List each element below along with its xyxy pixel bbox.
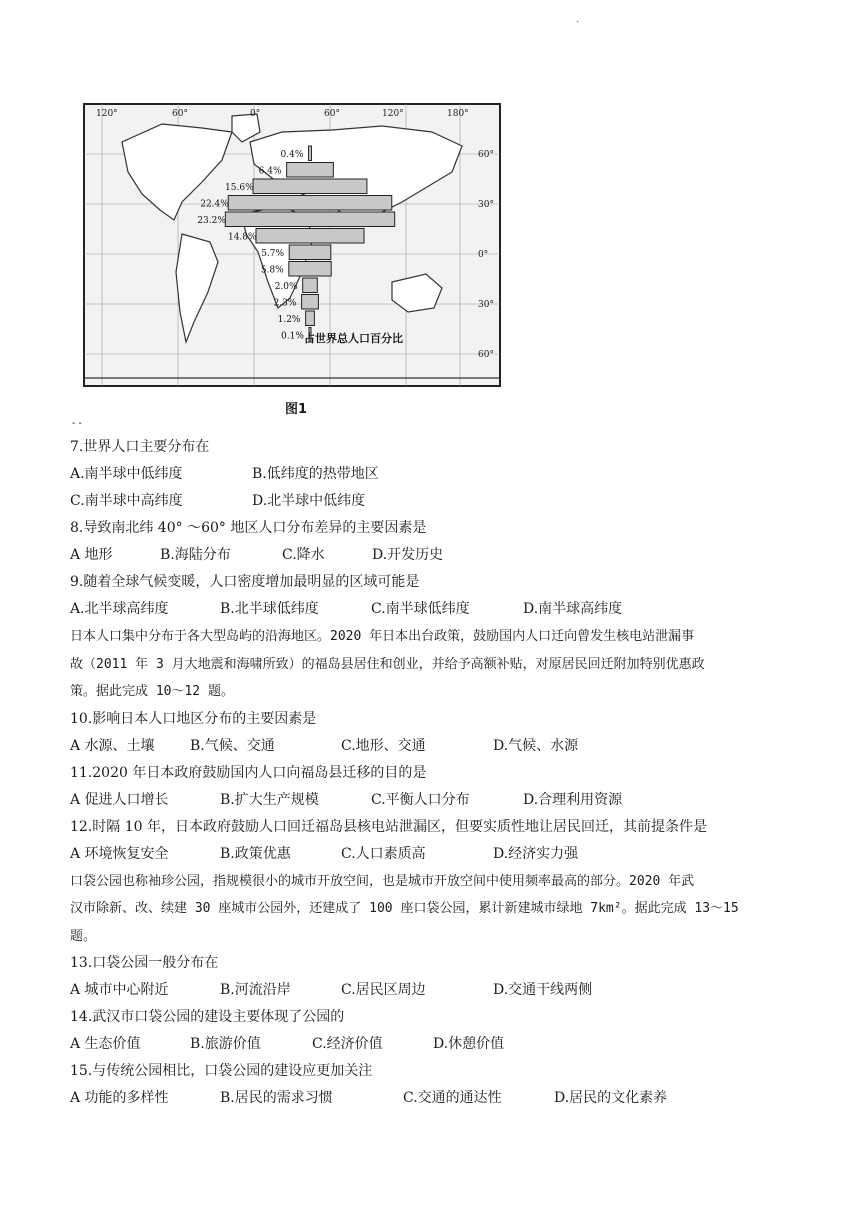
q12-option-a[interactable]: A 环境恢复安全 xyxy=(70,845,169,862)
q14-option-a[interactable]: A 生态价值 xyxy=(70,1036,141,1052)
passage-line: 故（2011 年 3 月大地震和海啸所致）的福岛县居住和创业，并给予高额补贴，对原居民回迁附加特别优惠政 xyxy=(70,656,705,672)
q12-option-c[interactable]: C.人口素质高 xyxy=(341,845,426,862)
q7-options xyxy=(70,461,800,488)
population-band-label: 0.1% xyxy=(281,331,304,342)
population-band-bar xyxy=(303,278,318,293)
q11-stem: 11.2020 年日本政府鼓励国内人口向福岛县迁移的目的是 xyxy=(70,764,427,781)
lat-label: 60° xyxy=(478,350,494,360)
q10-option-c[interactable]: C.地形、交通 xyxy=(341,737,426,754)
q15-option-d[interactable]: D.居民的文化素养 xyxy=(554,1090,668,1106)
lon-label: 120° xyxy=(96,109,118,119)
population-band-label: 5.7% xyxy=(261,249,285,259)
population-latitude-map xyxy=(82,102,502,388)
q8-option-b[interactable]: B.海陆分布 xyxy=(160,547,231,563)
population-band-bar xyxy=(289,262,331,277)
lon-label: 0° xyxy=(250,109,261,119)
passage-pocket-park xyxy=(70,868,800,951)
population-band-label: 5.8% xyxy=(260,265,284,276)
population-band-bar xyxy=(253,179,367,194)
q7-option-c[interactable]: C.南半球中高纬度 xyxy=(70,493,183,509)
q15-option-c[interactable]: C.交通的通达性 xyxy=(403,1090,502,1106)
q11-option-d[interactable]: D.合理利用资源 xyxy=(523,791,623,808)
q10-stem: 10.影响日本人口地区分布的主要因素是 xyxy=(70,710,317,727)
q13-option-d[interactable]: D.交通干线两侧 xyxy=(493,982,593,998)
q7-option-d[interactable]: D.北半球中低纬度 xyxy=(252,493,366,509)
lat-label: 30° xyxy=(478,300,494,310)
q8-stem: 8.导致南北纬 40° ～60° 地区人口分布差异的主要因素是 xyxy=(70,520,427,536)
q9-option-c[interactable]: C.南半球低纬度 xyxy=(371,601,470,617)
q12-stem: 12.时隔 10 年，日本政府鼓励人口回迁福岛县核电站泄漏区，但要实质性地让居民回迁，其前提条件是 xyxy=(70,818,707,835)
q13-options xyxy=(70,977,800,1004)
q12-options xyxy=(70,841,800,868)
lon-label: 180° xyxy=(447,109,469,119)
q14-stem: 14.武汉市口袋公园的建设主要体现了公园的 xyxy=(70,1009,345,1025)
q12-option-d[interactable]: D.经济实力强 xyxy=(493,845,579,862)
q14-option-b[interactable]: B.旅游价值 xyxy=(190,1036,261,1052)
population-band-bar xyxy=(225,212,394,227)
q11-option-a[interactable]: A 促进人口增长 xyxy=(70,791,169,808)
population-band-label: 1.2% xyxy=(277,315,301,325)
q7-option-a[interactable]: A.南半球中低纬度 xyxy=(70,466,183,482)
q10-options xyxy=(70,733,800,760)
q7-options-2 xyxy=(70,488,800,515)
q14-option-c[interactable]: C.经济价值 xyxy=(312,1036,383,1052)
population-band-label: 0.4% xyxy=(280,150,304,160)
q15-stem: 15.与传统公园相比，口袋公园的建设应更加关注 xyxy=(70,1063,373,1079)
q7-option-b[interactable]: B.低纬度的热带地区 xyxy=(252,466,379,482)
page-dot: . xyxy=(576,14,580,25)
lat-label: 0° xyxy=(478,250,489,260)
q8-option-d[interactable]: D.开发历史 xyxy=(372,547,444,563)
population-band-label: 2.3% xyxy=(273,298,297,309)
q7-stem: 7.世界人口主要分布在 xyxy=(70,439,210,455)
lat-label: 30° xyxy=(478,200,494,210)
q8-option-a[interactable]: A 地形 xyxy=(70,547,113,563)
q15-option-b[interactable]: B.居民的需求习惯 xyxy=(220,1090,333,1106)
lon-label: 120° xyxy=(382,109,404,119)
lat-label: 60° xyxy=(478,150,494,160)
figure-caption: 图1 xyxy=(285,402,308,417)
q9-option-d[interactable]: D.南半球高纬度 xyxy=(523,601,623,617)
q9-option-b[interactable]: B.北半球低纬度 xyxy=(220,601,319,617)
population-band-label: 15.6% xyxy=(225,183,254,193)
passage-line: 策。据此完成 10～12 题。 xyxy=(70,684,234,699)
q15-option-a[interactable]: A 功能的多样性 xyxy=(70,1090,169,1106)
q13-option-c[interactable]: C.居民区周边 xyxy=(341,982,426,998)
q14-option-d[interactable]: D.休憩价值 xyxy=(433,1036,505,1052)
passage-line: 口袋公园也称袖珍公园，指规模很小的城市开放空间，也是城市开放空间中使用频率最高的部分。2020 年武 xyxy=(70,873,695,889)
q10-option-b[interactable]: B.气候、交通 xyxy=(190,737,275,754)
q15-options xyxy=(70,1085,800,1112)
question-content xyxy=(70,434,800,1112)
q10-option-a[interactable]: A 水源、土壤 xyxy=(70,737,155,754)
passage-line: 日本人口集中分布于各大型岛屿的沿海地区。2020 年日本出台政策，鼓励国内人口迁向曾发生核电站泄漏事 xyxy=(70,629,695,644)
population-band-bar xyxy=(287,163,334,178)
population-band-bar xyxy=(228,196,392,211)
q10-option-d[interactable]: D.气候、水源 xyxy=(493,737,579,754)
q11-option-c[interactable]: C.平衡人口分布 xyxy=(371,791,470,808)
population-band-bar xyxy=(306,311,315,326)
q9-options xyxy=(70,596,800,623)
population-band-label: 6.4% xyxy=(258,166,282,177)
population-band-bar xyxy=(256,229,364,244)
map-title: 占世界总人口百分比 xyxy=(304,332,403,345)
q8-option-c[interactable]: C.降水 xyxy=(282,547,325,563)
population-band-bar xyxy=(302,295,319,310)
q8-options xyxy=(70,542,800,569)
passage-japan xyxy=(70,623,800,706)
q11-option-b[interactable]: B.扩大生产规模 xyxy=(220,791,319,808)
passage-line: 题。 xyxy=(70,928,97,944)
lon-label: 60° xyxy=(324,109,340,119)
population-band-label: 2.0% xyxy=(274,282,298,292)
q13-stem: 13.口袋公园一般分布在 xyxy=(70,955,219,971)
population-band-bar xyxy=(289,245,331,260)
q13-option-b[interactable]: B.河流沿岸 xyxy=(220,982,291,998)
population-band-bar xyxy=(309,146,312,161)
q12-option-b[interactable]: B.政策优惠 xyxy=(220,845,291,862)
population-band-label: 23.2% xyxy=(197,216,226,226)
passage-line: 汉市除新、改、续建 30 座城市公园外，还建成了 100 座口袋公园，累计新建城市绿地 7km²。据此完成 13～15 xyxy=(70,901,739,916)
q9-stem: 9.随着全球气候变暖，人口密度增加最明显的区域可能是 xyxy=(70,574,420,590)
q11-options xyxy=(70,787,800,814)
q13-option-a[interactable]: A 城市中心附近 xyxy=(70,982,169,998)
lon-label: 60° xyxy=(172,109,188,119)
scan-marks: - - xyxy=(72,418,82,429)
q9-option-a[interactable]: A.北半球高纬度 xyxy=(70,601,169,617)
population-band-label: 22.4% xyxy=(200,199,229,210)
q14-options xyxy=(70,1031,800,1058)
population-band-label: 14.8% xyxy=(227,232,257,243)
